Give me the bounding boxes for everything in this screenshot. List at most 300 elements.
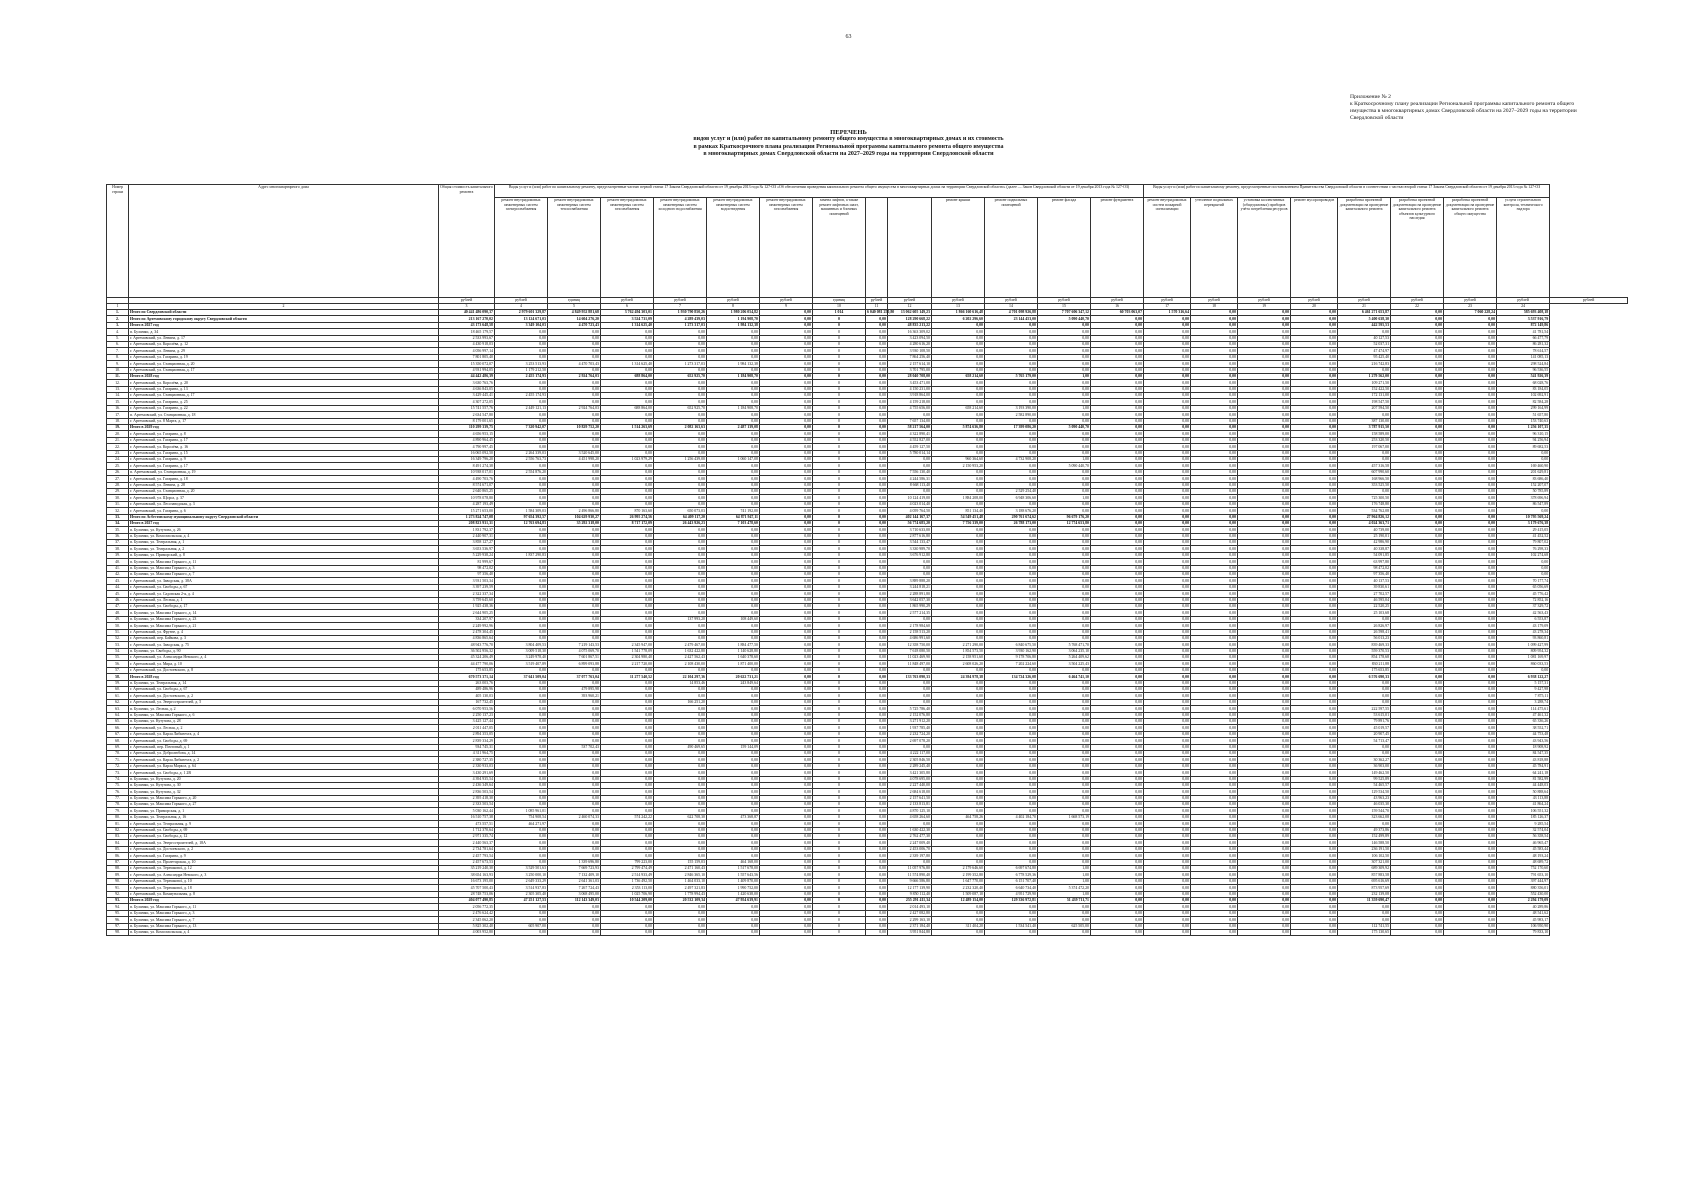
row-value: 0,00 (985, 572, 1038, 578)
row-value: 0,00 (866, 476, 888, 482)
row-value: 2 894 353,05 (439, 731, 495, 737)
row-value: 0,00 (866, 929, 888, 935)
row-address: п. Буланаш, ул. Максима Горького, д. 11 (129, 904, 439, 910)
row-value: 2 322 337,34 (439, 591, 495, 597)
row-value: 0,00 (760, 456, 813, 462)
row-value: 0,00 (1091, 917, 1144, 923)
row-value: 0,00 (548, 667, 601, 673)
row-value: 754 908,54 (495, 814, 548, 820)
row-value: 4 931 994,05 (439, 367, 495, 373)
column-index: 14 (985, 304, 1038, 310)
row-value: 688 864,00 (601, 373, 654, 379)
row-value: 0,00 (985, 482, 1038, 488)
row-number: 19. (107, 425, 129, 431)
row-value: 0,00 (985, 418, 1038, 424)
row-value: 0,00 (866, 412, 888, 418)
row-value: 9 178 706,80 (985, 655, 1038, 661)
row-value: 0,00 (1144, 802, 1191, 808)
row-value: 0,00 (548, 584, 601, 590)
row-value: 4 849 952 881,68 (548, 310, 601, 316)
row-address: г. Артемовский, ул. Свободы, д. 69 (129, 827, 439, 833)
row-value: 0,00 (1238, 412, 1291, 418)
row-value: 9 850 112,40 (888, 891, 932, 897)
row-value: 0,00 (866, 680, 888, 686)
row-value: 0,00 (1191, 354, 1238, 360)
row-value: 0 (813, 840, 866, 846)
row-value: 0,00 (932, 552, 985, 558)
row-value: 0,00 (1391, 591, 1444, 597)
row-value: 0,00 (707, 808, 760, 814)
row-value: 0,00 (932, 603, 985, 609)
row-value: 0,00 (1144, 789, 1191, 795)
row-address: г. Артемовский, ул. Станционная, д. 20 (129, 361, 439, 367)
row-value: 0,00 (1144, 757, 1191, 763)
row-value: 0,00 (1038, 757, 1091, 763)
row-value: 3 930 162,90 (985, 648, 1038, 654)
row-value: 880 356,01 (1497, 885, 1550, 891)
row-value: 0,00 (888, 859, 932, 865)
row-value: 0,00 (1038, 501, 1091, 507)
row-value: 2 979 601 329,87 (495, 310, 548, 316)
row-value: 0,00 (1144, 405, 1191, 411)
row-address: Итого в 2028 год (129, 674, 439, 680)
row-value: 0,00 (548, 929, 601, 935)
row-value: 38 654 163,93 (439, 872, 495, 878)
row-value: 0,00 (707, 540, 760, 546)
row-value: 0,00 (707, 437, 760, 443)
row-number: 32. (107, 508, 129, 514)
row-value: 2 178 984,60 (888, 623, 932, 629)
row-value: 0,00 (1038, 763, 1091, 769)
row-value: 3 537 916,79 (1497, 316, 1550, 322)
row-value: 0,00 (1444, 782, 1497, 788)
row-value: 0,00 (654, 552, 707, 558)
row-value: 0,00 (601, 527, 654, 533)
row-value: 0,00 (866, 456, 888, 462)
row-value: 0,00 (495, 597, 548, 603)
row-value: 0,00 (1444, 623, 1497, 629)
row-value: 146 588,50 (1338, 840, 1391, 846)
row-value: 0,00 (866, 923, 888, 929)
row-address: п. Буланаш, ул. Приморский, д. 8 (129, 552, 439, 558)
row-value: 2 457 793,54 (439, 853, 495, 859)
row-value: 48 541,62 (1497, 910, 1550, 916)
row-value: 0,00 (707, 367, 760, 373)
row-value: 0,00 (654, 623, 707, 629)
row-value: 0,00 (1091, 738, 1144, 744)
row-value: 0 (813, 648, 866, 654)
row-value: 0,00 (866, 757, 888, 763)
row-value: 0 (813, 578, 866, 584)
row-value: 0,00 (1444, 904, 1497, 910)
units-cell: рублей (866, 298, 888, 304)
row-value: 0,00 (495, 712, 548, 718)
row-value: 0,00 (1191, 367, 1238, 373)
row-value: 0,00 (1444, 572, 1497, 578)
row-value: 658 214,60 (932, 405, 985, 411)
row-value: 0,00 (866, 744, 888, 750)
row-value: 26 443 926,23 (654, 520, 707, 526)
row-value: 64 871 947,11 (707, 514, 760, 520)
row-value: 9 427,98 (1497, 687, 1550, 693)
row-value: 25 103,68 (1338, 610, 1391, 616)
row-value: 0,00 (760, 393, 813, 399)
row-value: 0,00 (495, 719, 548, 725)
row-value: 1 140 628,80 (707, 648, 760, 654)
row-address: г. Артемовский, ул. Пролетарская, д. 10 (129, 859, 439, 865)
row-value: 0,00 (654, 393, 707, 399)
row-value: 0,00 (495, 802, 548, 808)
row-value: 0,00 (654, 348, 707, 354)
row-value: 0,00 (707, 712, 760, 718)
row-value: 4 890 964,45 (439, 437, 495, 443)
row-value: 0,00 (985, 533, 1038, 539)
row-value: 0,00 (1038, 802, 1091, 808)
row-value: 0,00 (1391, 335, 1444, 341)
row-value: 0,00 (985, 578, 1038, 584)
row-value: 0,00 (654, 629, 707, 635)
row-value: 0,00 (866, 431, 888, 437)
row-value: 0,00 (866, 463, 888, 469)
row-value: 0,00 (866, 725, 888, 731)
row-value: 0,00 (601, 603, 654, 609)
row-value: 0,00 (548, 591, 601, 597)
row-number: 47. (107, 603, 129, 609)
row-value: 0,00 (1391, 719, 1444, 725)
row-value: 3 288,74 (1497, 699, 1550, 705)
row-value: 72 852,16 (1497, 597, 1550, 603)
row-value: 0,00 (1038, 840, 1091, 846)
row-value: 0,00 (1291, 853, 1338, 859)
row-value: 0,00 (548, 623, 601, 629)
row-value: 0,00 (760, 469, 813, 475)
row-value: 0,00 (1391, 802, 1444, 808)
row-value: 0,00 (1191, 680, 1238, 686)
row-value: 0,00 (1444, 885, 1497, 891)
row-value: 0,00 (1238, 655, 1291, 661)
row-value: 534 762,08 (1338, 508, 1391, 514)
column-header: ремонт мусоропроводов (1291, 198, 1338, 298)
row-value: 0,00 (1238, 533, 1291, 539)
row-value: 0,00 (1144, 846, 1191, 852)
row-value: 0,00 (760, 687, 813, 693)
row-number: 50. (107, 623, 129, 629)
row-address: п. Буланаш, ул. Максима Горького, д. 7 (129, 917, 439, 923)
row-value: 0 (813, 661, 866, 667)
row-number: 70. (107, 750, 129, 756)
row-value: 0,00 (548, 846, 601, 852)
row-value: 7 864 256,40 (888, 354, 932, 360)
row-value: 0,00 (1444, 661, 1497, 667)
row-value: 0,00 (1238, 367, 1291, 373)
row-value: 0,00 (707, 687, 760, 693)
row-value: 0,00 (1291, 482, 1338, 488)
row-value: 0,00 (1091, 853, 1144, 859)
row-value: 45 324 206,49 (439, 655, 495, 661)
row-value: 1 514 263,69 (601, 425, 654, 431)
row-value: 0,00 (866, 591, 888, 597)
row-value: 0,00 (1038, 386, 1091, 392)
row-value: 960 364,60 (932, 456, 985, 462)
row-value: 3 249 978,40 (495, 655, 548, 661)
row-value: 0,00 (1191, 316, 1238, 322)
row-value: 0,00 (1191, 821, 1238, 827)
row-value: 0,00 (1497, 450, 1550, 456)
row-value: 0,00 (1144, 335, 1191, 341)
row-number: 76. (107, 789, 129, 795)
row-value: 0,00 (1291, 310, 1338, 316)
row-value: 0,00 (985, 776, 1038, 782)
row-address: г. Артемовский, ул. Карла Либкнехта, д. 2 (129, 757, 439, 763)
row-value: 0,00 (985, 610, 1038, 616)
row-value: 0,00 (1191, 597, 1238, 603)
row-value: 0,00 (760, 929, 813, 935)
row-value: 0,00 (1191, 693, 1238, 699)
row-value: 0,00 (707, 834, 760, 840)
row-value: 3 642 057,30 (888, 597, 932, 603)
row-value: 0,00 (760, 597, 813, 603)
row-value: 0,00 (1291, 476, 1338, 482)
row-value: 0,00 (932, 680, 985, 686)
row-value: 0,00 (495, 776, 548, 782)
row-value: 0,00 (1191, 750, 1238, 756)
row-value: 2 644 905,25 (439, 610, 495, 616)
row-value: 0 (813, 789, 866, 795)
row-value: 0,00 (1238, 642, 1291, 648)
row-value: 0,00 (1191, 802, 1238, 808)
row-value: 0,00 (707, 488, 760, 494)
row-value: 41 781,54 (1497, 329, 1550, 335)
row-value: 0,00 (1038, 808, 1091, 814)
row-value: 0,00 (1238, 310, 1291, 316)
row-value: 0,00 (866, 731, 888, 737)
row-value: 0,00 (1291, 367, 1338, 373)
row-value: 16 065 092,50 (439, 450, 495, 456)
row-value: 0,00 (985, 354, 1038, 360)
row-value: 2 455 174,93 (495, 373, 548, 379)
row-value: 0,00 (601, 795, 654, 801)
row-value: 0,00 (1338, 693, 1391, 699)
row-value: 0,00 (866, 610, 888, 616)
row-value: 0,00 (1191, 386, 1238, 392)
row-value: 0,00 (1238, 578, 1291, 584)
row-value: 0,00 (1144, 923, 1191, 929)
row-value: 0,00 (1391, 699, 1444, 705)
row-value: 0 (813, 699, 866, 705)
row-value: 0,00 (1144, 891, 1191, 897)
row-value: 0 (813, 731, 866, 737)
row-value: 129 336 972,81 (985, 897, 1038, 903)
row-value: 0,00 (985, 399, 1038, 405)
row-value: 98 472,02 (439, 565, 495, 571)
row-value: 54 713,47 (1338, 738, 1391, 744)
row-number: 10. (107, 367, 129, 373)
row-value: 0,00 (1038, 546, 1091, 552)
row-value: 0,00 (654, 399, 707, 405)
row-value: 0,00 (1144, 865, 1191, 871)
row-value: 0,00 (654, 482, 707, 488)
row-value: 1 980 206 054,82 (707, 310, 760, 316)
row-value: 0,00 (1038, 572, 1091, 578)
row-value: 0,00 (1238, 782, 1291, 788)
row-value: 0,00 (1191, 776, 1238, 782)
row-value: 4 150 231,00 (888, 386, 932, 392)
row-value: 1,00 (1038, 872, 1091, 878)
row-value: 0 (813, 865, 866, 871)
row-value: 3 397 239,59 (439, 584, 495, 590)
row-value: 0,00 (707, 795, 760, 801)
row-value: 0,00 (1391, 757, 1444, 763)
row-value: 22 520,25 (1338, 603, 1391, 609)
row-value: 0 (813, 597, 866, 603)
row-value: 0,00 (1038, 354, 1091, 360)
row-value: 0 (813, 488, 866, 494)
row-value: 0,00 (1091, 361, 1144, 367)
row-number: 15. (107, 399, 129, 405)
row-value: 3 524 731,09 (601, 316, 654, 322)
row-value: 0,00 (1038, 776, 1091, 782)
row-value: 0,00 (548, 802, 601, 808)
row-value: 44 753,48 (1497, 731, 1550, 737)
row-value: 0,00 (495, 329, 548, 335)
row-value: 0,00 (548, 572, 601, 578)
row-value: 46 035,30 (1338, 802, 1391, 808)
row-number: 95. (107, 910, 129, 916)
row-value: 0,00 (548, 501, 601, 507)
units-cell: рублей (985, 298, 1038, 304)
column-header: разработка проектной документации на проведение капитального ремонта (1338, 198, 1391, 298)
row-value: 0,00 (1444, 699, 1497, 705)
row-value: 0,00 (601, 495, 654, 501)
row-value: 0,00 (1091, 335, 1144, 341)
row-value: 2 056 772,35 (439, 904, 495, 910)
row-value: 552 430,00 (1497, 891, 1550, 897)
column-index: 3 (439, 304, 495, 310)
row-value: 0,00 (654, 917, 707, 923)
units-cell: рублей (601, 298, 654, 304)
row-value: 43 179,09 (1497, 623, 1550, 629)
row-address: г. Артемовский, ул. Ленина, д. 29 (129, 348, 439, 354)
row-value: 0,00 (1191, 648, 1238, 654)
row-value: 0,00 (985, 584, 1038, 590)
row-address: п. Буланаш, ул. Кутузова, д. 26 (129, 527, 439, 533)
row-value: 0,00 (760, 322, 813, 328)
row-value: 30 362,27 (1338, 757, 1391, 763)
row-value: 0,00 (1444, 897, 1497, 903)
row-value: 0,00 (548, 412, 601, 418)
row-value: 0,00 (1291, 757, 1338, 763)
row-value: 0,00 (548, 482, 601, 488)
row-value: 0,00 (654, 565, 707, 571)
row-value: 0 (813, 725, 866, 731)
row-number: 3. (107, 322, 129, 328)
row-value: 0,00 (1144, 456, 1191, 462)
row-value: 0,00 (932, 418, 985, 424)
row-address: г. Артемовский, ул. Терешкової, д. 10 (129, 878, 439, 884)
row-value: 0,00 (1091, 584, 1144, 590)
row-value: 7 320 942,07 (495, 425, 548, 431)
row-value: 0,00 (601, 367, 654, 373)
row-value: 0,00 (1191, 616, 1238, 622)
row-value: 2 179 646,60 (932, 865, 985, 871)
row-number: 63. (107, 706, 129, 712)
row-value: 0,00 (1091, 373, 1144, 379)
row-value: 0,00 (760, 725, 813, 731)
column-index: 21 (1338, 304, 1391, 310)
row-value: 39 830,61 (1338, 584, 1391, 590)
row-value: 1,00 (1038, 405, 1091, 411)
row-value: 1 014 (813, 310, 866, 316)
row-value: 0,00 (932, 322, 985, 328)
row-value: 0,00 (1238, 719, 1291, 725)
row-address: г. Артемовский, ул. Гагарина, д. 9 (129, 456, 439, 462)
row-value: 2 924 764,03 (548, 405, 601, 411)
row-value: 1 060 147,08 (707, 456, 760, 462)
row-value: 14 853,46 (654, 680, 707, 686)
appendix-label: Приложение № 2 (1350, 94, 1391, 100)
row-value: 0,00 (932, 431, 985, 437)
column-header (866, 198, 888, 298)
row-value: 0,00 (888, 693, 932, 699)
row-value: 93 860,81 (1497, 635, 1550, 641)
row-value: 0,00 (866, 872, 888, 878)
row-value: 0,00 (601, 412, 654, 418)
row-value: 96 536,55 (1497, 367, 1550, 373)
row-value: 0,00 (985, 437, 1038, 443)
row-value: 0,00 (932, 840, 985, 846)
row-value: 0,00 (1091, 437, 1144, 443)
row-value: 102 692,91 (1497, 393, 1550, 399)
row-value: 0,00 (1038, 680, 1091, 686)
row-value: 0,00 (866, 450, 888, 456)
row-value: 176 748,80 (1338, 501, 1391, 507)
row-value: 0,00 (1144, 872, 1191, 878)
row-value: 0,00 (1238, 814, 1291, 820)
column-index: 22 (1391, 304, 1444, 310)
row-value: 0,00 (932, 731, 985, 737)
row-value: 0,00 (1291, 655, 1338, 661)
row-value: 54 465,57 (1338, 782, 1391, 788)
row-value: 76 298,33 (1497, 546, 1550, 552)
row-address: п. Буланаш, ул. Максима Горького, д. 20 (129, 795, 439, 801)
row-value: 0,00 (1238, 693, 1291, 699)
row-value: 0 (813, 878, 866, 884)
row-number: 28. (107, 482, 129, 488)
row-number: 83. (107, 834, 129, 840)
row-value: 0,00 (707, 763, 760, 769)
title-line-4: в многоквартирных домах Свердловской области на 2027–2029 годы на территории Свердловской области (703, 151, 994, 158)
row-address: г. Артемовский, ул. Ленина, д. 17 (129, 335, 439, 341)
row-value: 0,00 (866, 354, 888, 360)
row-address: г. Артемовский, ул. Фрунзе, д. 4 (129, 629, 439, 635)
row-value: 3 544 133,47 (888, 540, 932, 546)
row-value: 32 574,04 (1497, 827, 1550, 833)
row-number: 79. (107, 808, 129, 814)
row-value: 0,00 (1091, 616, 1144, 622)
row-value: 2 460 074,33 (548, 814, 601, 820)
column-header: ремонт крыши (932, 198, 985, 298)
row-value: 43 113,88 (1497, 795, 1550, 801)
row-value: 0,00 (888, 456, 932, 462)
row-value: 0,00 (1191, 661, 1238, 667)
row-value: 0,00 (760, 623, 813, 629)
row-value: 0,00 (1144, 929, 1191, 935)
row-value: 3 930 108,50 (888, 348, 932, 354)
row-value: 0 (813, 802, 866, 808)
row-value: 0,00 (1444, 425, 1497, 431)
row-value: 0,00 (985, 680, 1038, 686)
row-value: 0,00 (495, 782, 548, 788)
